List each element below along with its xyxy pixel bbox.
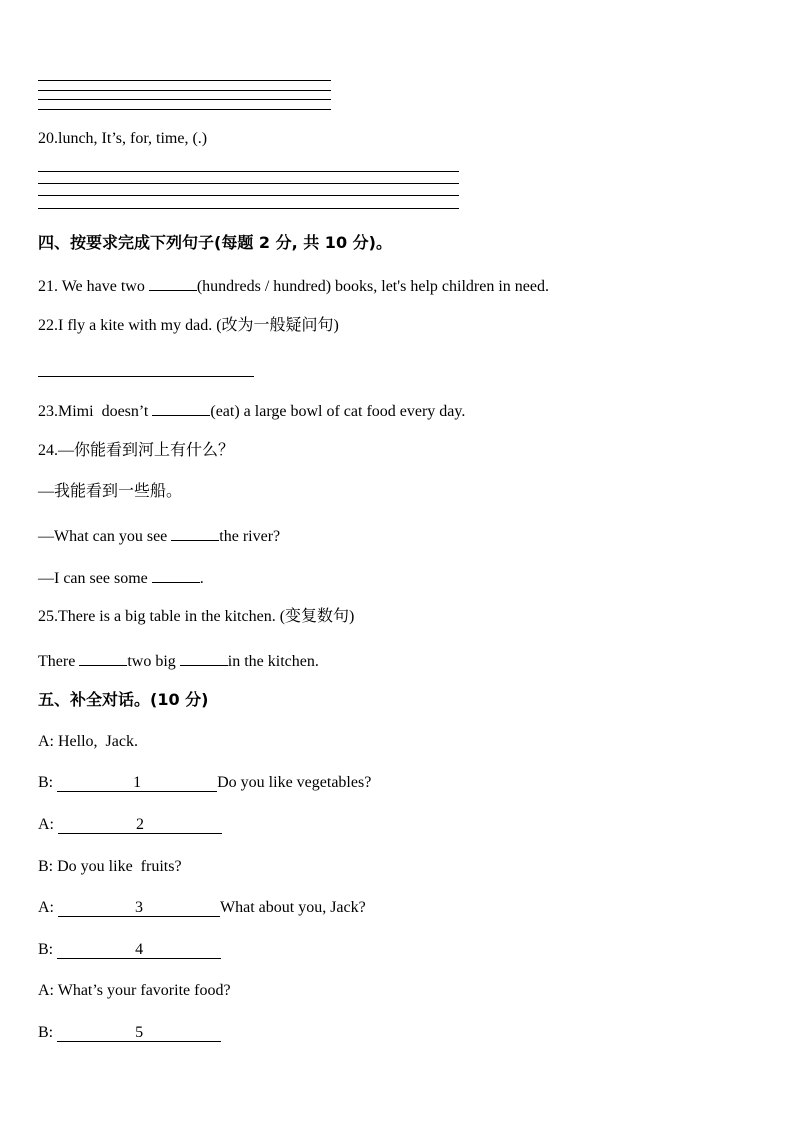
blank-number: 4 bbox=[135, 941, 144, 958]
question-24-line4 bbox=[38, 566, 204, 589]
blank-number: 1 bbox=[133, 774, 142, 791]
q24-blank-1[interactable] bbox=[171, 524, 219, 541]
answer-rule bbox=[38, 109, 331, 110]
dialogue-blank-4[interactable] bbox=[57, 940, 221, 959]
blank-number: 5 bbox=[135, 1024, 144, 1041]
dialogue-after: What about you, Jack? bbox=[220, 899, 366, 916]
answer-rule bbox=[38, 171, 459, 172]
dialogue-line bbox=[38, 981, 231, 1001]
dialogue-blank-5[interactable] bbox=[57, 1023, 221, 1042]
section-5-heading: 五、补全对话。(10 分) bbox=[38, 690, 209, 709]
q21-text-before: 21. We have two bbox=[38, 278, 149, 295]
question-24-line3 bbox=[38, 524, 280, 547]
q21-blank[interactable] bbox=[149, 274, 197, 291]
dialogue-speaker: B: bbox=[38, 1024, 58, 1041]
q25-text-c: in the kitchen. bbox=[227, 653, 319, 670]
question-20: 20.lunch, It’s, for, time, (.) bbox=[38, 130, 208, 147]
dialogue-line bbox=[38, 732, 138, 752]
q24-blank-2[interactable] bbox=[152, 566, 200, 583]
question-22: 22.I fly a kite with my dad. (改为一般疑问句) bbox=[38, 317, 339, 334]
q23-text-before: 23.Mimi doesn’t bbox=[38, 403, 153, 420]
question-24-prompt: 24.—你能看到河上有什么？ bbox=[38, 442, 235, 459]
answer-rule bbox=[38, 183, 459, 184]
dialogue-line bbox=[38, 857, 182, 877]
question-21 bbox=[38, 274, 549, 297]
q25-text-b: two big bbox=[127, 653, 180, 670]
section-4-heading: 四、按要求完成下列句子(每题 2 分, 共 10 分)。 bbox=[38, 233, 392, 252]
question-23 bbox=[38, 399, 465, 422]
dialogue-speaker: A: Hello, Jack. bbox=[38, 733, 138, 750]
dialogue-line bbox=[38, 815, 222, 835]
q25-blank-2[interactable] bbox=[180, 649, 228, 666]
q25-blank-1[interactable] bbox=[79, 649, 127, 666]
dialogue-line bbox=[38, 898, 366, 918]
q25-text-a: There bbox=[38, 653, 80, 670]
question-25-answer bbox=[38, 649, 319, 672]
dialogue-blank-2[interactable] bbox=[58, 815, 222, 834]
q21-text-after: (hundreds / hundred) books, let's help children in need. bbox=[196, 278, 549, 295]
dialogue-speaker: B: bbox=[38, 941, 58, 958]
dialogue-blank-1[interactable] bbox=[57, 773, 217, 792]
blank-number: 3 bbox=[135, 899, 143, 916]
dialogue-line bbox=[38, 940, 221, 960]
dialogue-line bbox=[38, 1023, 221, 1043]
dialogue-speaker: B: bbox=[38, 774, 58, 791]
answer-rule bbox=[38, 195, 459, 196]
question-24-answer-cn: —我能看到一些船。 bbox=[38, 483, 183, 500]
blank-number: 2 bbox=[136, 816, 144, 833]
answer-rule bbox=[38, 99, 331, 100]
dialogue-speaker: A: What’s your favorite food? bbox=[38, 982, 231, 999]
dialogue-line bbox=[38, 773, 371, 793]
answer-rule bbox=[38, 208, 459, 209]
answer-rule bbox=[38, 90, 331, 91]
q23-blank[interactable] bbox=[152, 399, 210, 416]
q23-text-after: (eat) a large bowl of cat food every day. bbox=[210, 403, 466, 420]
q24-line3-before: —What can you see bbox=[38, 528, 172, 545]
dialogue-after: Do you like vegetables? bbox=[217, 774, 372, 791]
q24-line4-after: . bbox=[199, 570, 204, 587]
q24-line4-before: —I can see some bbox=[38, 570, 152, 587]
dialogue-blank-3[interactable] bbox=[58, 898, 220, 917]
question-25: 25.There is a big table in the kitchen. (变复数句) bbox=[38, 608, 355, 625]
dialogue-speaker: A: bbox=[38, 899, 58, 916]
q24-line3-after: the river? bbox=[219, 528, 281, 545]
answer-rule bbox=[38, 80, 331, 81]
dialogue-speaker: A: bbox=[38, 816, 58, 833]
q22-answer-line[interactable] bbox=[38, 376, 254, 377]
dialogue-speaker: B: Do you like fruits? bbox=[38, 858, 182, 875]
